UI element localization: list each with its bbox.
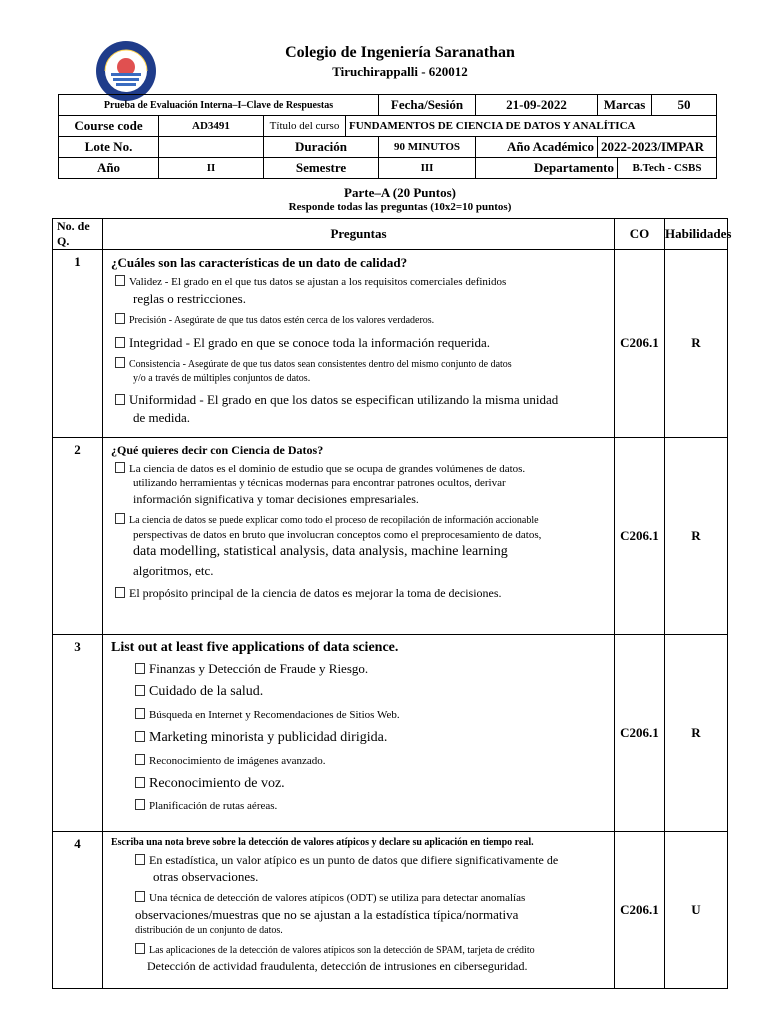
college-name: Colegio de Ingeniería Saranathan [285,44,515,61]
question-number: 1 [53,250,103,438]
answer-bullet: Reconocimiento de imágenes avanzado. [135,754,608,769]
college-logo [95,40,157,102]
question-number: 2 [53,437,103,634]
question-row-1 [53,250,728,438]
co-value: C206.1 [615,437,665,634]
skill-value: R [665,634,728,831]
marks-label: Marcas [598,95,652,116]
checkbox-icon [135,891,145,902]
header-co: CO [615,219,665,250]
year-label: Año [59,158,159,179]
checkbox-icon [115,275,125,286]
academic-year-label: Año Académico [476,137,598,158]
checkbox-icon [135,731,145,742]
answer-bullet: La ciencia de datos se puede explicar como todo el proceso de recopilación de información accionable perspectivas de datos en bruto que involucran conceptos como el preprocesamiento de datos, data modelling, statistical analysis, data analysis, machine learning algoritmos, etc. [115,513,608,579]
course-code-label: Course code [59,116,159,137]
header-questions: Preguntas [103,219,615,250]
department-value: B.Tech - CSBS [618,158,717,179]
answer-bullet: Marketing minorista y publicidad dirigida. [135,729,608,748]
checkbox-icon [135,685,145,696]
part-title: Parte–A (20 Puntos) [344,185,456,200]
checkbox-icon [115,513,125,524]
checkbox-icon [115,357,125,368]
answer-bullet: Una técnica de detección de valores atípicos (ODT) se utiliza para detectar anomalías observaciones/muestras que no se ajustan a la estadística típica/normativa distribución de un conjunto de datos. [135,892,526,936]
course-title-value: FUNDAMENTOS DE CIENCIA DE DATOS Y ANALÍTICA [346,116,717,137]
answer-bullet: Consistencia - Asegúrate de que tus datos sean consistentes dentro del mismo conjunto de datos y/o a través de múltiples conjuntos de datos. [115,357,608,385]
duration-value: 90 MINUTOS [379,137,476,158]
checkbox-icon [135,754,145,765]
answer-bullet: Precisión - Asegúrate de que tus datos estén cerca de los valores verdaderos. [115,313,608,328]
header-qno: No. de Q. [53,219,103,250]
answer-bullet: El propósito principal de la ciencia de datos es mejorar la toma de decisiones. [115,585,608,601]
answer-bullet: Uniformidad - El grado en que los datos se especifican utilizando la misma unidad de medida. [115,391,608,426]
exam-title: Prueba de Evaluación Interna–I–Clave de Respuestas [59,95,379,116]
question-title: ¿Qué quieres decir con Ciencia de Datos? [111,442,324,457]
year-value: II [159,158,264,179]
checkbox-icon [115,394,125,405]
marks-value: 50 [652,95,717,116]
question-title: ¿Cuáles son las características de un dato de calidad? [111,255,408,270]
part-instruction: Responde todas las preguntas (10x2=10 puntos) [288,201,512,213]
batch-label: Lote No. [59,137,159,158]
question-number: 3 [53,634,103,831]
semester-value: III [379,158,476,179]
answer-bullet: Reconocimiento de voz. [135,775,608,794]
answer-bullet: La ciencia de datos es el dominio de estudio que se ocupa de grandes volúmenes de datos. utilizando herramientas y técnicas modernas para encontrar patrones ocultos, derivar información significativa y tomar decisiones empresariales. [115,462,608,508]
answer-bullet: Cuidado de la salud. [135,683,608,702]
academic-year-value: 2022-2023/IMPAR [598,137,717,158]
co-value: C206.1 [615,634,665,831]
answer-bullet: En estadística, un valor atípico es un punto de datos que difiere significativamente de otras observaciones. [135,852,608,886]
question-row-3 [53,634,728,831]
answer-bullet: Búsqueda en Internet y Recomendaciones de Sitios Web. [135,708,608,723]
answer-bullet: Finanzas y Detección de Fraude y Riesgo. [135,660,608,678]
checkbox-icon [135,663,145,674]
header-skills: Habilidades [665,219,728,250]
answer-bullet: Integridad - El grado en que se conoce toda la información requerida. [115,334,608,352]
checkbox-icon [115,587,125,598]
answer-bullet: Las aplicaciones de la detección de valores atípicos son la detección de SPAM, tarjeta de crédito Detección de actividad fraudulenta, detección de intrusiones en ciberseguridad. [135,943,608,974]
checkbox-icon [135,777,145,788]
questions-table [52,218,732,989]
checkbox-icon [115,337,125,348]
semester-label: Semestre [264,158,379,179]
checkbox-icon [135,708,145,719]
question-row-2 [53,437,728,634]
date-value: 21-09-2022 [476,95,598,116]
checkbox-icon [135,799,145,810]
college-city: Tiruchirappalli - 620012 [332,64,468,79]
checkbox-icon [135,943,145,954]
question-title: Escriba una nota breve sobre la detección de valores atípicos y declare su aplicación en tiempo real. [111,836,534,848]
course-code-value: AD3491 [159,116,264,137]
co-value: C206.1 [615,250,665,438]
batch-value [159,137,264,158]
course-title-label: Título del curso [264,116,346,137]
skill-value: U [665,831,728,988]
question-row-4 [53,831,728,988]
answer-bullet: Validez - El grado en el que tus datos se ajustan a los requisitos comerciales definidos reglas o restricciones. [115,275,608,307]
department-label: Departamento [476,158,618,179]
co-value: C206.1 [615,831,665,988]
checkbox-icon [115,462,125,473]
checkbox-icon [115,313,125,324]
checkbox-icon [135,854,145,865]
exam-info-table [58,94,717,179]
answer-bullet: Planificación de rutas aéreas. [135,799,608,814]
question-number: 4 [53,831,103,988]
skill-value: R [665,250,728,438]
question-title: List out at least five applications of data science. [111,639,399,655]
duration-label: Duración [264,137,379,158]
date-label: Fecha/Sesión [379,95,476,116]
skill-value: R [665,437,728,634]
